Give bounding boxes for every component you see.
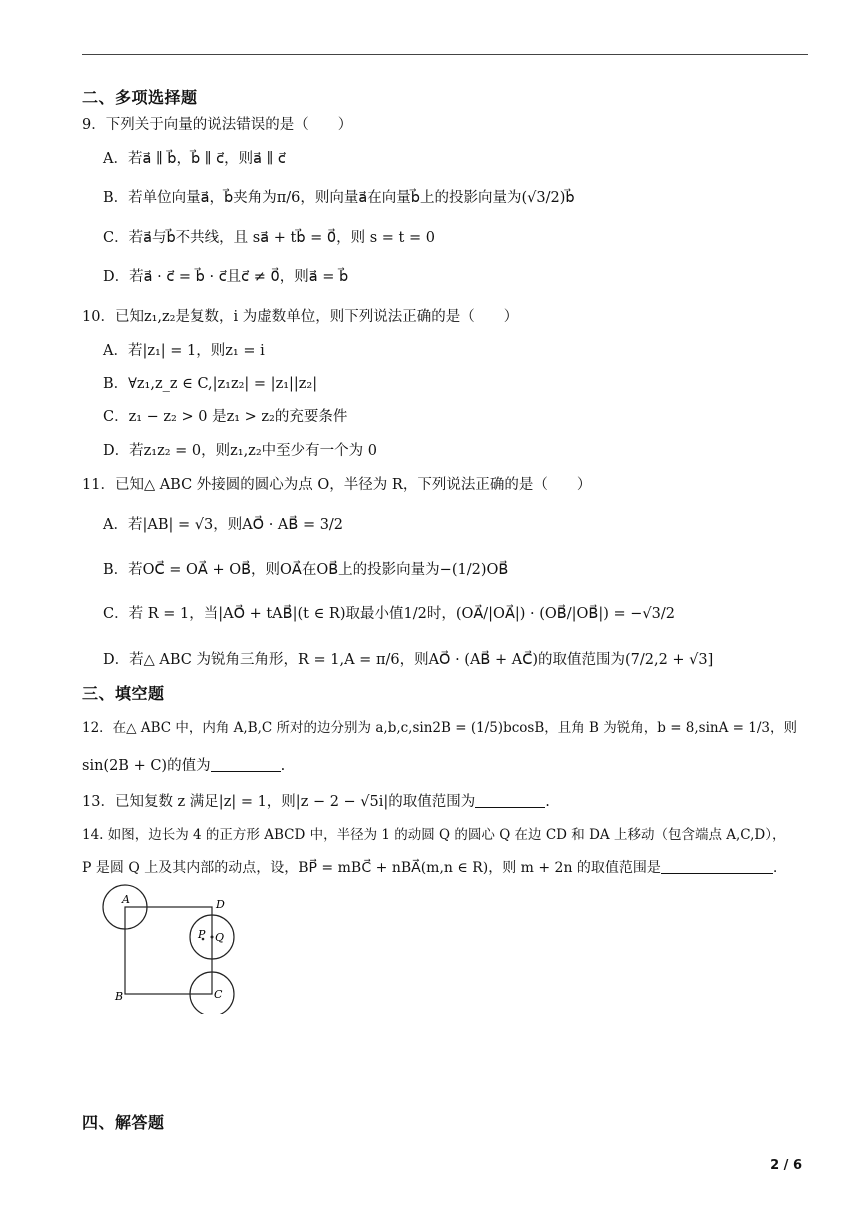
question-14-text: P 是圆 Q 上及其内部的动点，设，BP⃗ = mBC⃗ + nBA⃗(m,n ∈ R)，则 m + 2n 的取值范围是 <box>82 860 661 876</box>
question-10-option-b: B．∀z₁,z_z ∈ C,|z₁z₂| = |z₁||z₂| <box>103 376 318 392</box>
question-11-option-d: D．若△ ABC 为锐角三角形，R = 1,A = π/6，则AO⃗ · (AB⃗ + AC⃗)的取值范围为(7/2,2 + √3] <box>103 652 714 668</box>
question-9-stem: 9．下列关于向量的说法错误的是（ ） <box>82 117 353 133</box>
question-11-stem: 11．已知△ ABC 外接圆的圆心为点 O，半径为 R，下列说法正确的是（ ） <box>82 477 592 493</box>
page-number: 2 / 6 <box>770 1158 802 1173</box>
question-13-line <box>82 790 550 811</box>
question-14-line-2 <box>82 857 777 877</box>
question-10-option-d: D．若z₁z₂ = 0，则z₁,z₂中至少有一个为 0 <box>103 443 377 459</box>
question-12-line-2 <box>82 754 285 775</box>
figure-label-q: Q <box>215 931 225 944</box>
question-12-text: sin(2B + C)的值为 <box>82 758 211 774</box>
figure-label-c: C <box>214 988 223 1001</box>
question-9-option-d: D．若a⃗ · c⃗ = b⃗ · c⃗且c⃗ ≠ 0⃗，则a⃗ = b⃗ <box>103 269 349 285</box>
question-13-period: . <box>545 794 550 810</box>
section-title-fill-in: 三、填空题 <box>82 684 165 703</box>
question-11-option-a: A．若|AB| = √3，则AO⃗ · AB⃗ = 3/2 <box>103 517 344 533</box>
question-14-period: . <box>772 860 778 876</box>
figure-label-a: A <box>122 893 130 906</box>
figure-label-d: D <box>216 898 225 911</box>
square-circles-figure <box>100 882 240 1014</box>
question-11-option-c: C．若 R = 1，当|AO⃗ + tAB⃗|(t ∈ R)取最小值1/2时，(OA⃗/|OA⃗|) · (OB⃗/|OB⃗|) = −√3/2 <box>103 606 675 622</box>
figure-label-p: P <box>198 928 206 941</box>
square-abcd <box>125 907 212 994</box>
question-12-line-1: 12．在△ ABC 中，内角 A,B,C 所对的边分别为 a,b,c,sin2B = (1/5)bcosB，且角 B 为锐角，b = 8,sinA = 1/3，则 <box>82 720 797 736</box>
question-10-option-a: A．若|z₁| = 1，则z₁ = i <box>103 343 265 359</box>
question-12-period: . <box>280 758 286 774</box>
question-13-text: 13．已知复数 z 满足|z| = 1，则|z − 2 − √5i|的取值范围为 <box>82 794 476 810</box>
question-9-option-a: A．若a⃗ ∥ b⃗，b⃗ ∥ c⃗，则a⃗ ∥ c⃗ <box>103 151 286 167</box>
figure-label-b: B <box>115 990 124 1003</box>
section-title-multiple-choice: 二、多项选择题 <box>82 88 198 107</box>
question-11-option-b: B．若OC⃗ = OA⃗ + OB⃗，则OA⃗在OB⃗上的投影向量为−(1/2)OB⃗ <box>103 562 509 578</box>
point-q <box>211 936 214 939</box>
question-9-option-b: B．若单位向量a⃗，b⃗夹角为π/6，则向量a⃗在向量b⃗上的投影向量为(√3/2)b⃗ <box>103 190 575 206</box>
header-rule <box>82 54 808 55</box>
question-14-line-1: 14. 如图，边长为 4 的正方形 ABCD 中，半径为 1 的动圆 Q 的圆心 Q 在边 CD 和 DA 上移动（包含端点 A,C,D）， <box>82 827 786 843</box>
section-title-solutions: 四、解答题 <box>82 1113 165 1132</box>
answer-blank-14 <box>661 859 773 874</box>
answer-blank-12 <box>211 757 281 772</box>
question-10-option-c: C．z₁ − z₂ > 0 是z₁ > z₂的充要条件 <box>103 409 348 425</box>
question-9-option-c: C．若a⃗与b⃗不共线，且 sa⃗ + tb⃗ = 0⃗，则 s = t = 0 <box>103 230 435 246</box>
answer-blank-13 <box>475 793 545 808</box>
question-10-stem: 10．已知z₁,z₂是复数，i 为虚数单位，则下列说法正确的是（ ） <box>82 309 519 325</box>
